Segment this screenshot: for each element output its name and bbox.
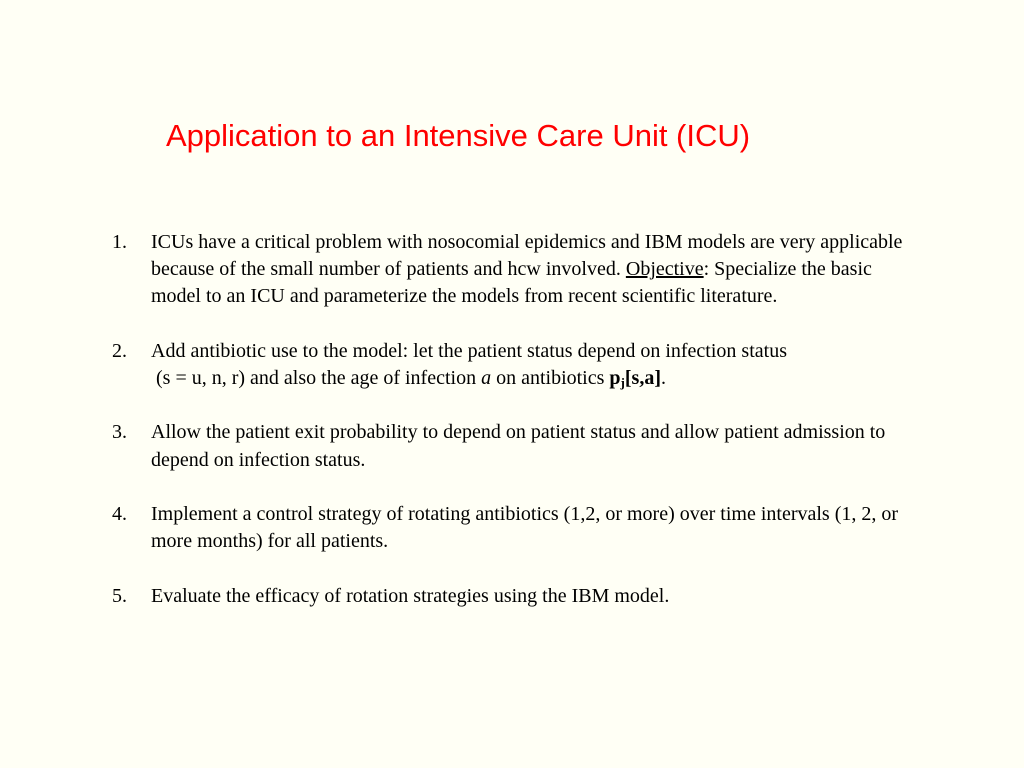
list-item [112,501,912,555]
list-item [112,583,912,610]
numbered-list [112,229,912,610]
age-symbol: a [481,367,492,389]
list-item-text: Evaluate the efficacy of rotation strategies using the IBM model. [151,584,670,607]
list-item [112,419,912,473]
list-item-text: Implement a control strategy of rotating antibiotics (1,2, or more) over time intervals (1, 2, or more months) for all patients. [151,502,899,553]
item-text-line-2-end: . [660,367,666,389]
list-item-text [151,338,912,392]
list-item-text: Allow the patient exit probability to depend on patient status and allow patient admission to depend on infection status. [151,421,886,471]
item-text-line-2-before: (s = u, n, r) and also the age of infection [156,367,482,389]
probability-arguments: [s,a] [624,367,661,389]
list-item-number: 5. [112,584,127,607]
list-item [112,338,912,392]
item-text-before-objective: ICUs have a critical problem with nosocomial epidemics and IBM models are very applicable because of the small number of patients and hcw involved. [151,231,903,281]
list-item [112,229,912,311]
list-item-number: 2. [112,339,127,362]
slide-title: Application to an Intensive Care Unit (ICU) [166,118,751,153]
objective-label: Objective [625,258,704,281]
item-text-line-2 [151,367,666,389]
probability-base: p [609,367,621,389]
list-item-number: 3. [112,421,127,444]
list-item-number: 4. [112,502,127,525]
list-item-number: 1. [112,231,127,253]
item-text-line-2-middle: on antibiotics [491,367,610,389]
list-item-text [151,229,912,311]
item-text-after-objective: : Specialize the basic model to an ICU and parameterize the models from recent scientific literature. [151,258,872,308]
probability-subscript: j [620,375,625,390]
probability-notation [609,367,661,389]
item-text-line-1: Add antibiotic use to the model: let the patient status depend on infection status [151,339,787,362]
